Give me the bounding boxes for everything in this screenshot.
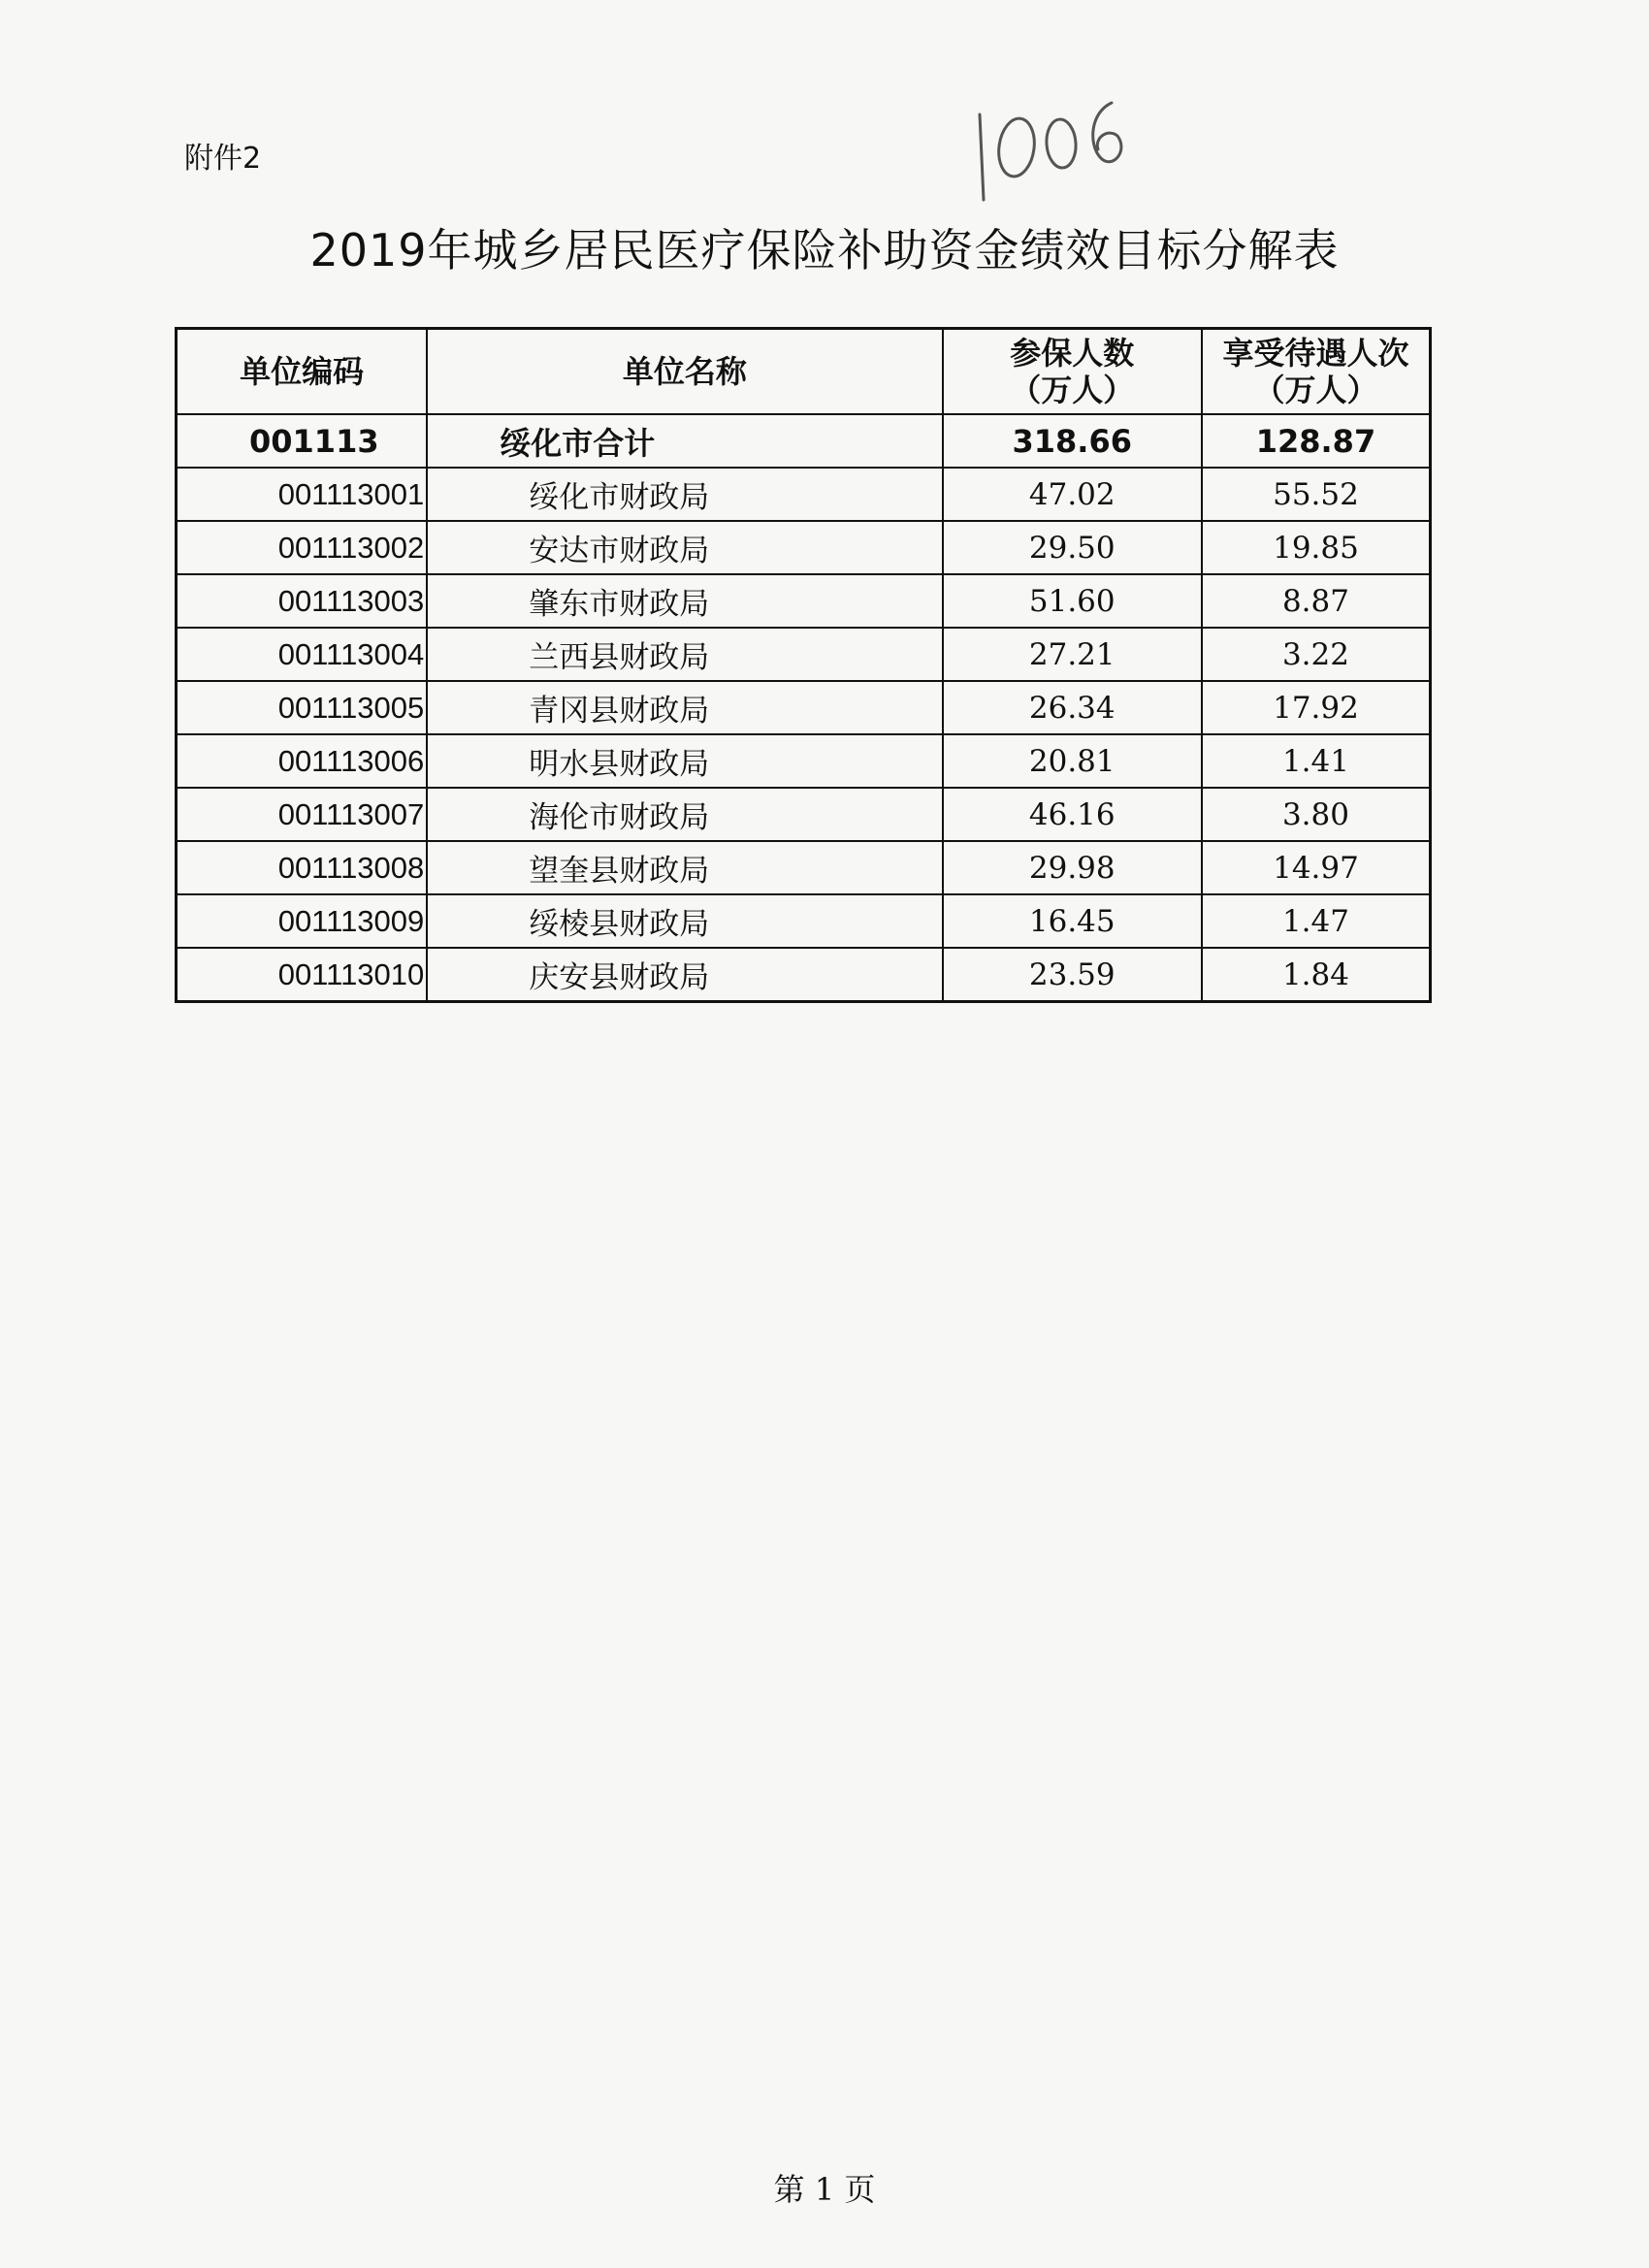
header-beneficiary-line1: 享受待遇人次 — [1222, 334, 1409, 372]
row-code: 001113008 — [177, 841, 428, 894]
row-name: 青冈县财政局 — [427, 681, 942, 734]
row-name: 安达市财政局 — [427, 521, 942, 574]
row-code: 001113009 — [177, 894, 428, 948]
page-title: 2019年城乡居民医疗保险补助资金绩效目标分解表 — [309, 224, 1340, 276]
row-beneficiaries: 1.41 — [1202, 734, 1431, 788]
row-name: 明水县财政局 — [427, 734, 942, 788]
table-row — [177, 628, 1431, 681]
row-insured: 29.98 — [943, 841, 1202, 894]
total-beneficiaries: 128.87 — [1202, 414, 1431, 468]
header-insured-line2: （万人） — [1010, 372, 1135, 408]
table-row — [177, 841, 1431, 894]
row-beneficiaries: 14.97 — [1202, 841, 1431, 894]
row-code: 001113006 — [177, 734, 428, 788]
row-code: 001113004 — [177, 628, 428, 681]
row-beneficiaries: 8.87 — [1202, 574, 1431, 628]
header-beneficiary-count — [1202, 329, 1431, 415]
row-insured: 47.02 — [943, 468, 1202, 521]
row-code: 001113005 — [177, 681, 428, 734]
row-name: 兰西县财政局 — [427, 628, 942, 681]
row-name: 海伦市财政局 — [427, 788, 942, 841]
page-number: 第 1 页 — [773, 2171, 876, 2208]
header-insured-count — [943, 329, 1202, 415]
table-row — [177, 521, 1431, 574]
row-name: 绥棱县财政局 — [427, 894, 942, 948]
table-row — [177, 948, 1431, 1002]
row-code: 001113002 — [177, 521, 428, 574]
header-unit-code: 单位编码 — [177, 329, 428, 415]
row-beneficiaries: 1.47 — [1202, 894, 1431, 948]
table-row — [177, 894, 1431, 948]
row-insured: 16.45 — [943, 894, 1202, 948]
table-row — [177, 574, 1431, 628]
attachment-label: 附件2 — [184, 142, 262, 176]
table-header-row — [177, 329, 1431, 415]
row-beneficiaries: 17.92 — [1202, 681, 1431, 734]
row-name: 庆安县财政局 — [427, 948, 942, 1002]
row-insured: 29.50 — [943, 521, 1202, 574]
header-insured-line1: 参保人数 — [1010, 334, 1135, 372]
table-row — [177, 788, 1431, 841]
header-beneficiary-line2: （万人） — [1253, 372, 1378, 408]
table-row — [177, 468, 1431, 521]
row-beneficiaries: 3.22 — [1202, 628, 1431, 681]
row-beneficiaries: 3.80 — [1202, 788, 1431, 841]
total-code: 001113 — [177, 414, 428, 468]
row-code: 001113003 — [177, 574, 428, 628]
row-beneficiaries: 1.84 — [1202, 948, 1431, 1002]
total-insured: 318.66 — [943, 414, 1202, 468]
row-insured: 20.81 — [943, 734, 1202, 788]
row-insured: 26.34 — [943, 681, 1202, 734]
row-insured: 27.21 — [943, 628, 1202, 681]
row-name: 肇东市财政局 — [427, 574, 942, 628]
row-code: 001113007 — [177, 788, 428, 841]
header-unit-name: 单位名称 — [427, 329, 942, 415]
table-row — [177, 681, 1431, 734]
row-code: 001113001 — [177, 468, 428, 521]
row-name: 望奎县财政局 — [427, 841, 942, 894]
row-code: 001113010 — [177, 948, 428, 1002]
row-insured: 51.60 — [943, 574, 1202, 628]
row-insured: 46.16 — [943, 788, 1202, 841]
table-total-row — [177, 414, 1431, 468]
row-beneficiaries: 55.52 — [1202, 468, 1431, 521]
row-insured: 23.59 — [943, 948, 1202, 1002]
total-name: 绥化市合计 — [427, 414, 942, 468]
row-beneficiaries: 19.85 — [1202, 521, 1431, 574]
handwritten-note-1008 — [966, 93, 1141, 219]
table-row — [177, 734, 1431, 788]
row-name: 绥化市财政局 — [427, 468, 942, 521]
performance-target-table — [175, 327, 1432, 1003]
